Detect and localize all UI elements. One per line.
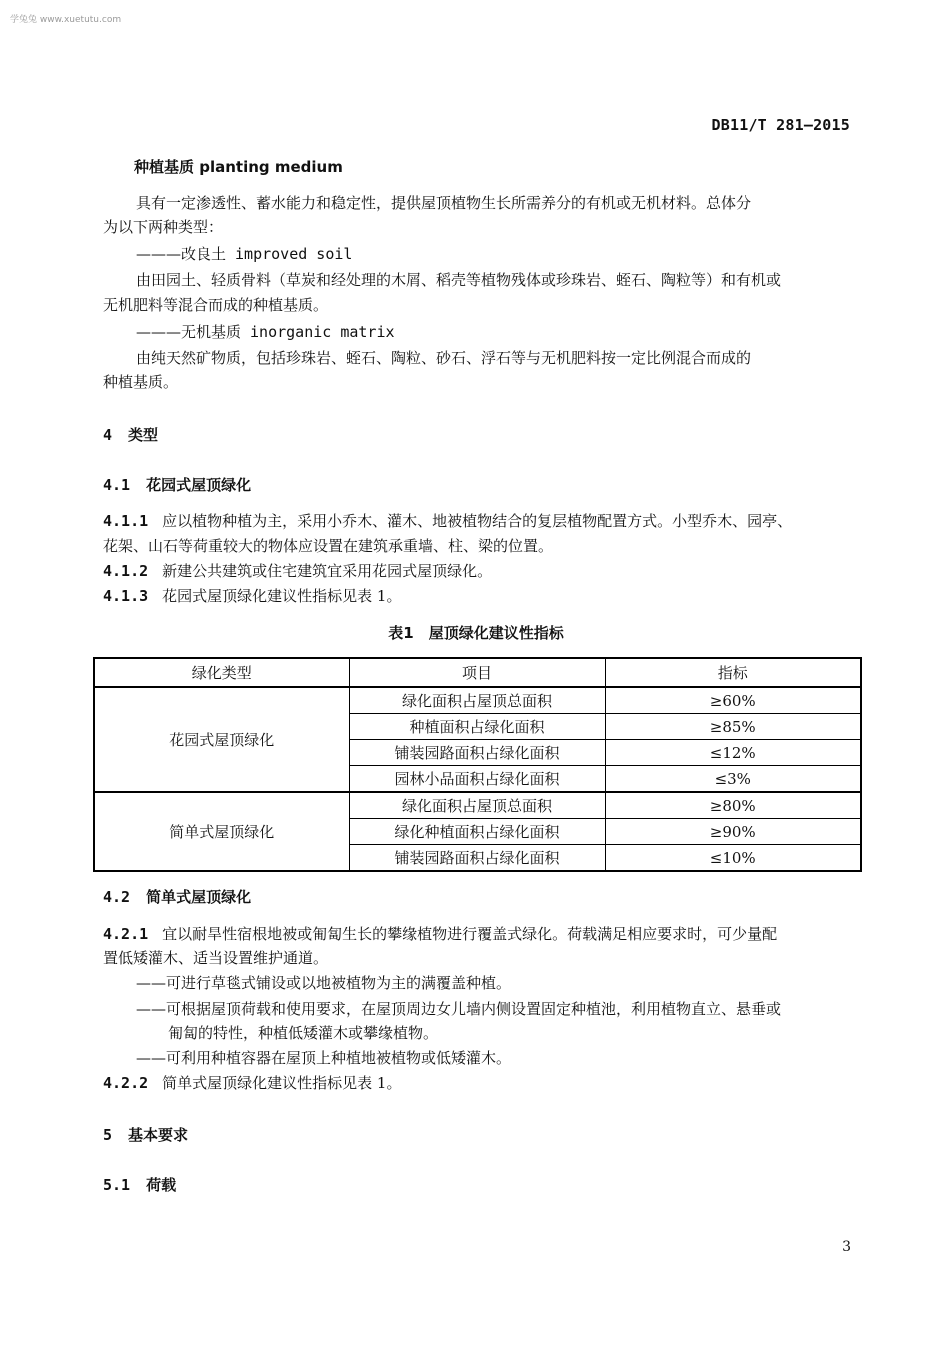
term-definition-line1: 具有一定渗透性、蓄水能力和稳定性，提供屋顶植物生长所需养分的有机或无机材料。总体分: [136, 194, 752, 212]
dash-bullet: ——: [136, 1049, 166, 1067]
dash-bullet: ——: [136, 1000, 166, 1018]
term-definition-line2: 为以下两种类型：: [103, 218, 224, 236]
section-number: 4: [103, 426, 113, 444]
section-title: 基本要求: [128, 1126, 189, 1144]
section-number: 5: [103, 1126, 113, 1144]
group-type-cell: 花园式屋顶绿化: [94, 687, 349, 792]
em-dash: ———: [136, 245, 181, 263]
table-row: [94, 792, 861, 819]
section-number: 5.1: [103, 1176, 131, 1194]
clause-text: 花园式屋顶绿化建议性指标见表 1。: [162, 587, 402, 605]
section-number: 4.2: [103, 888, 131, 906]
section-title: 类型: [128, 426, 159, 444]
column-header-type: 绿化类型: [94, 658, 349, 687]
subtype-improved-soil: [136, 242, 352, 266]
dash-bullet: ——: [136, 974, 166, 992]
item-cell: 绿化面积占屋顶总面积: [349, 687, 605, 714]
clause-number: 4.2.2: [103, 1074, 149, 1092]
clause-number: 4.1.3: [103, 587, 149, 605]
clause-4-1-1-line2: 花架、山石等荷重较大的物体应设置在建筑承重墙、柱、梁的位置。: [103, 537, 554, 555]
clause-text: 新建公共建筑或住宅建筑宜采用花园式屋顶绿化。: [162, 562, 493, 580]
clause-4-2-1-line1: [103, 922, 777, 946]
clause-number: 4.1.1: [103, 512, 149, 530]
section-title: 简单式屋顶绿化: [146, 888, 252, 906]
clause-text: 应以植物种植为主，采用小乔木、灌木、地被植物结合的复层植物配置方式。小型乔木、园亭、: [162, 512, 793, 530]
clause-4-1-1-line1: [103, 509, 792, 533]
column-header-indicator: 指标: [605, 658, 861, 687]
list-item-continuation: 匍匐的特性，种植低矮灌木或攀缘植物。: [168, 1024, 439, 1042]
value-cell: ≤3%: [605, 766, 861, 793]
section-title: 荷载: [146, 1176, 177, 1194]
value-cell: ≥60%: [605, 687, 861, 714]
clause-4-1-2: [103, 559, 492, 583]
subtype-inorganic-matrix: [136, 320, 395, 344]
section-5-heading: [103, 1124, 188, 1145]
term-title: 种植基质 planting medium: [134, 158, 343, 176]
column-header-item: 项目: [349, 658, 605, 687]
clause-number: 4.2.1: [103, 925, 149, 943]
document-id: DB11/T 281—2015: [711, 116, 850, 134]
list-item: [136, 1046, 511, 1070]
subtype-improved-soil-desc-line1: 由田园土、轻质骨料（草炭和经处理的木屑、稻壳等植物残体或珍珠岩、蛭石、陶粒等）和有机或: [136, 271, 782, 289]
table-caption: 表1 屋顶绿化建议性指标: [388, 624, 564, 642]
clause-4-1-3: [103, 584, 401, 608]
green-roof-indicator-table: [93, 657, 862, 872]
section-4-heading: [103, 424, 158, 445]
group-type-cell: 简单式屋顶绿化: [94, 792, 349, 871]
clause-4-2-1-line2: 置低矮灌木、适当设置维护通道。: [103, 949, 329, 967]
page-number: 3: [842, 1239, 851, 1255]
table-row: [94, 687, 861, 714]
clause-text: 简单式屋顶绿化建议性指标见表 1。: [162, 1074, 402, 1092]
section-number: 4.1: [103, 476, 131, 494]
value-cell: ≤12%: [605, 740, 861, 766]
item-cell: 种植面积占绿化面积: [349, 714, 605, 740]
value-cell: ≥85%: [605, 714, 861, 740]
subtype-inorganic-matrix-desc-line1: 由纯天然矿物质，包括珍珠岩、蛭石、陶粒、砂石、浮石等与无机肥料按一定比例混合而成的: [136, 349, 752, 367]
list-item: [136, 971, 511, 995]
subtype-improved-soil-desc-line2: 无机肥料等混合而成的种植基质。: [103, 296, 329, 314]
item-cell: 铺装园路面积占绿化面积: [349, 845, 605, 872]
clause-text: 宜以耐旱性宿根地被或匍匐生长的攀缘植物进行覆盖式绿化。荷载满足相应要求时，可少量配: [162, 925, 778, 943]
section-4-1-heading: [103, 474, 251, 495]
item-cell: 铺装园路面积占绿化面积: [349, 740, 605, 766]
subtype-title: 无机基质 inorganic matrix: [181, 323, 395, 341]
section-4-2-heading: [103, 886, 251, 907]
item-cell: 园林小品面积占绿化面积: [349, 766, 605, 793]
watermark: 学兔兔 www.xuetutu.com: [10, 15, 122, 25]
clause-number: 4.1.2: [103, 562, 149, 580]
item-cell: 绿化种植面积占绿化面积: [349, 819, 605, 845]
value-cell: ≥80%: [605, 792, 861, 819]
subtype-title: 改良土 improved soil: [181, 245, 353, 263]
em-dash: ———: [136, 323, 181, 341]
item-cell: 绿化面积占屋顶总面积: [349, 792, 605, 819]
list-item: [136, 997, 781, 1021]
table-header-row: [94, 658, 861, 687]
value-cell: ≤10%: [605, 845, 861, 872]
clause-4-2-2: [103, 1071, 401, 1095]
subtype-inorganic-matrix-desc-line2: 种植基质。: [103, 373, 179, 391]
list-item-text: 可利用种植容器在屋顶上种植地被植物或低矮灌木。: [166, 1049, 512, 1067]
section-5-1-heading: [103, 1174, 176, 1195]
list-item-text: 可根据屋顶荷载和使用要求，在屋顶周边女儿墙内侧设置固定种植池，利用植物直立、悬垂或: [166, 1000, 782, 1018]
value-cell: ≥90%: [605, 819, 861, 845]
section-title: 花园式屋顶绿化: [146, 476, 252, 494]
list-item-text: 可进行草毯式铺设或以地被植物为主的满覆盖种植。: [166, 974, 512, 992]
